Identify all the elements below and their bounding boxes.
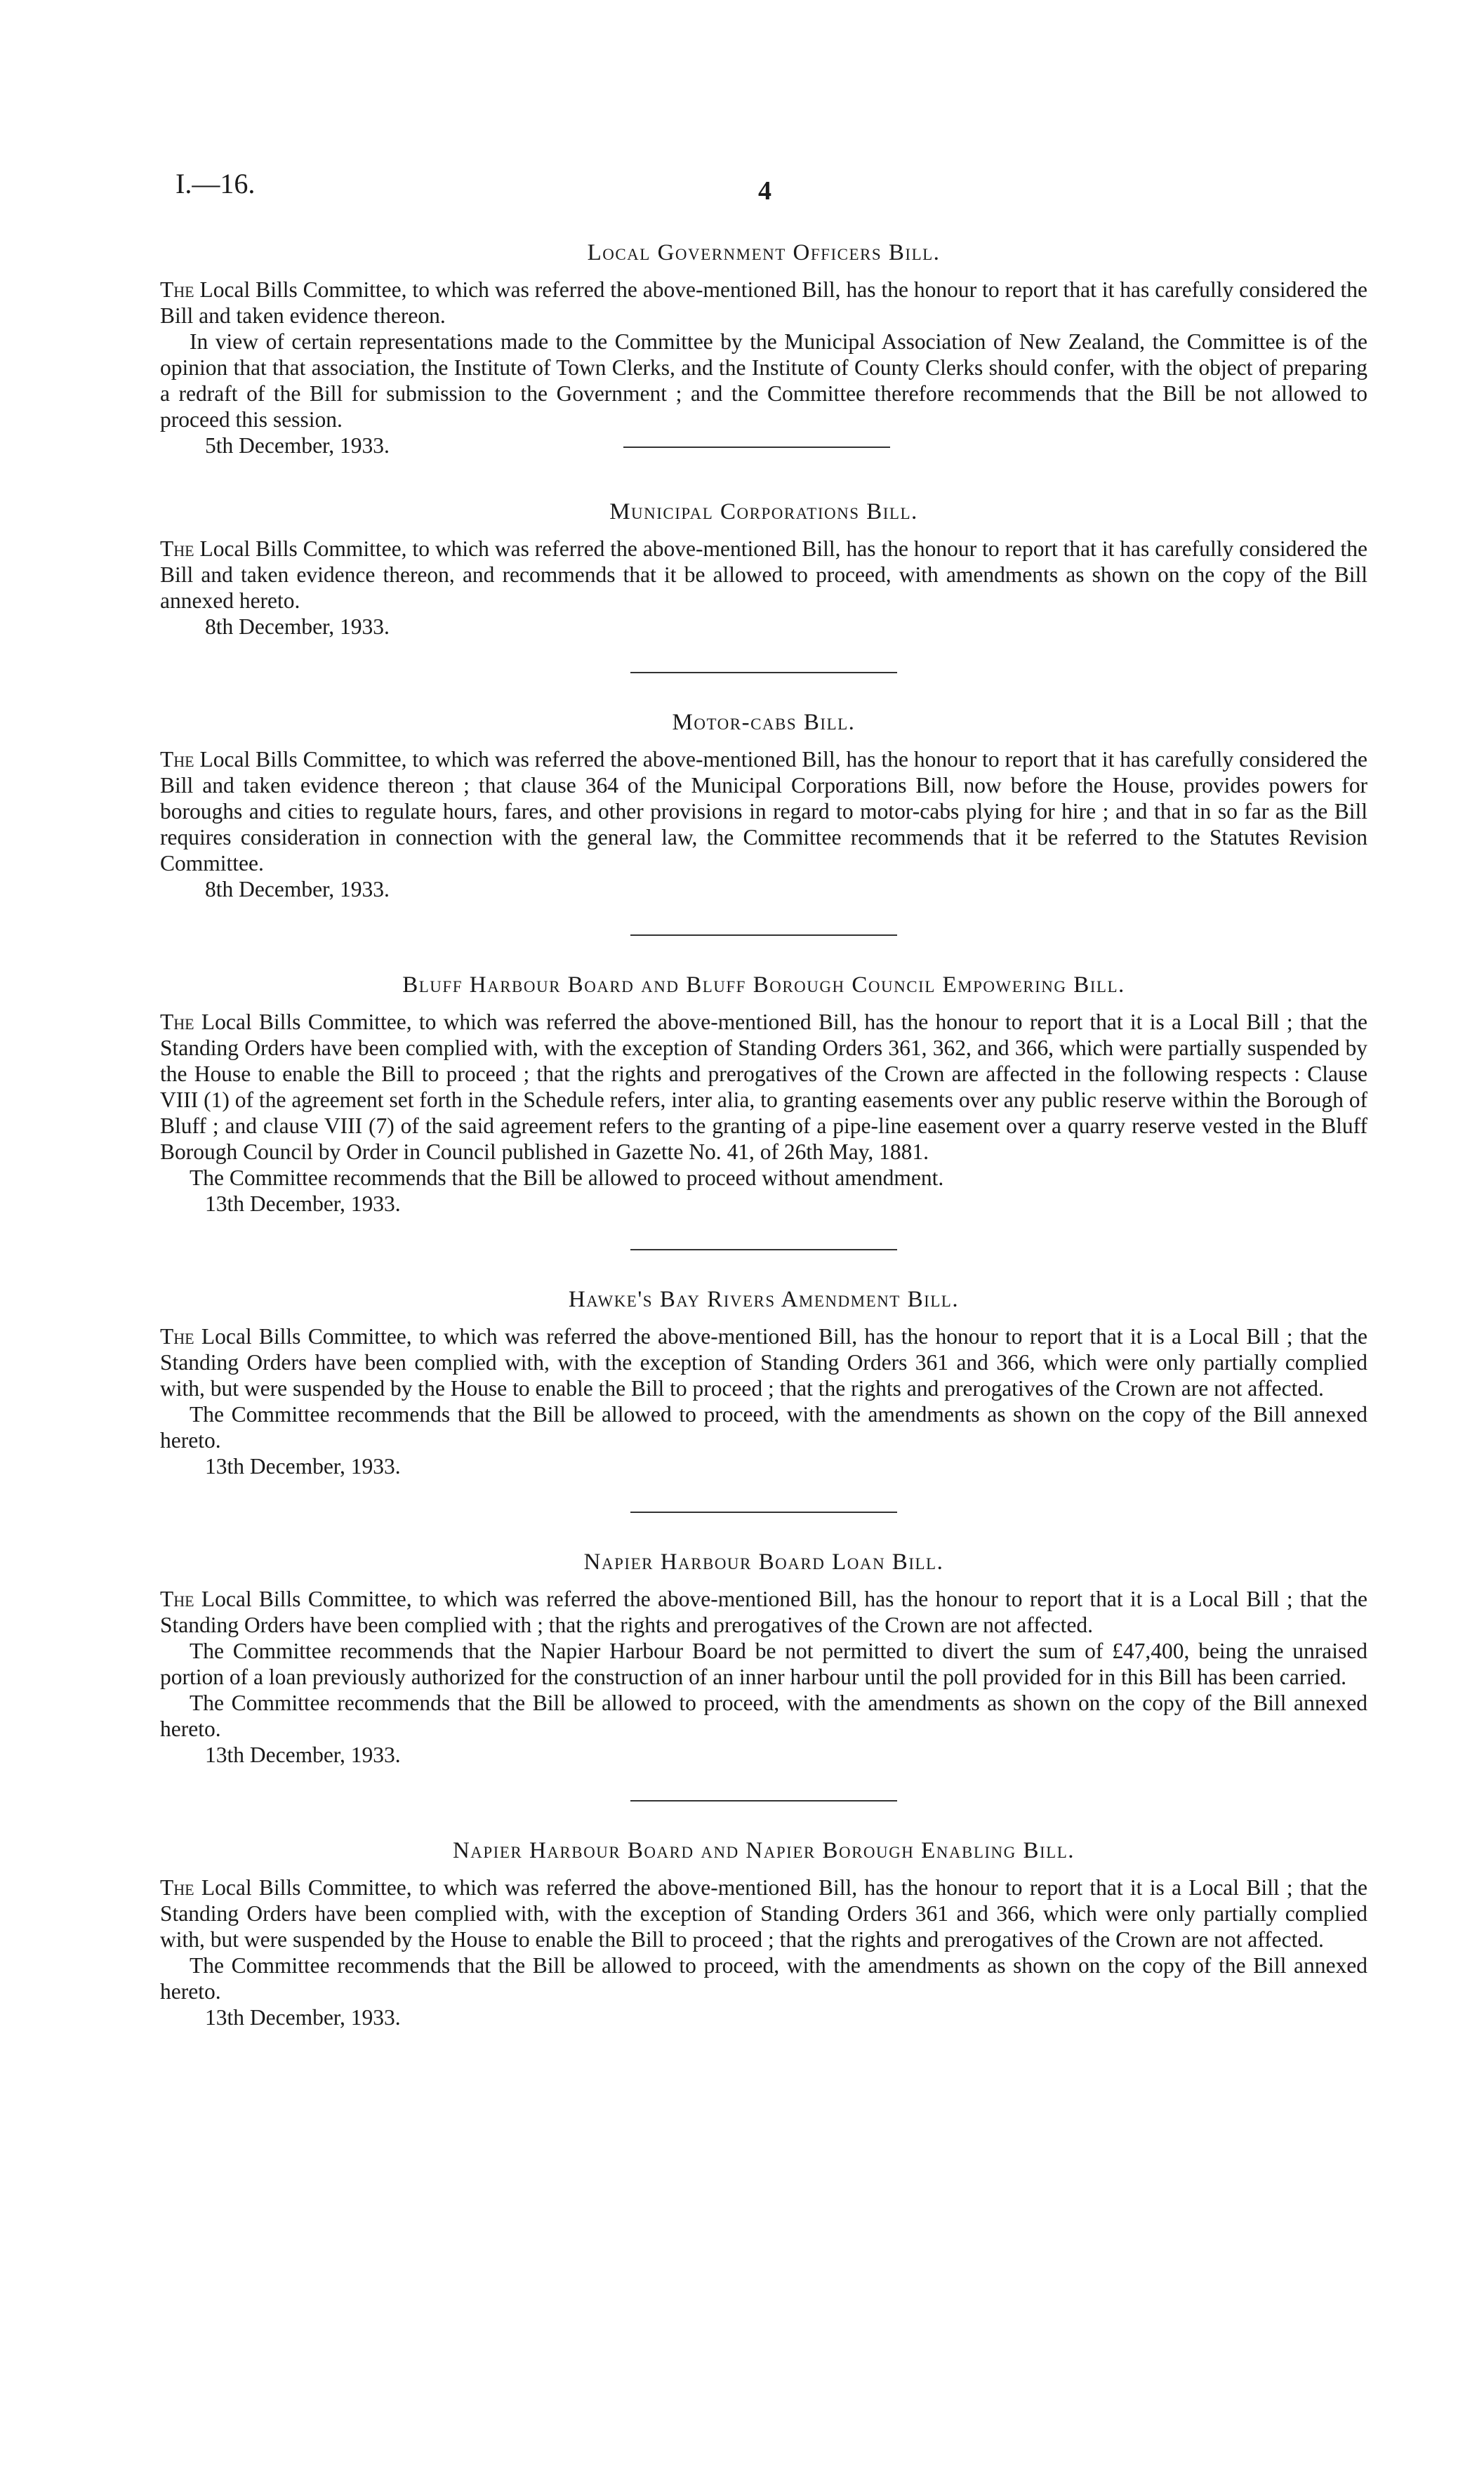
paragraph-text: The Committee recommends that the Napier Harbour Board be not permitted to divert the sum of £47,400, being the unraised portion of a loan previously authorized for the construction of an inner harbour until the poll provided for in this Bill has been carried.	[160, 1639, 1367, 1689]
date-text: 5th December, 1933.	[205, 433, 390, 458]
report-paragraph	[160, 746, 1367, 876]
paragraph-text: Local Bills Committee, to which was referred the above-mentioned Bill, has the honour to report that it has carefully considered the Bill and taken evidence thereon ; that clause 364 of the Municipal Corporations Bill, now before the House, provides powers for boroughs and cities to regulate hours, fares, and other provisions in regard to motor-cabs plying for hire ; and that in so far as the Bill requires consideration in connection with the general law, the Committee recommends that it be referred to the Statutes Revision Committee.	[160, 747, 1367, 875]
paragraph-text: Local Bills Committee, to which was referred the above-mentioned Bill, has the honour to report that it is a Local Bill ; that the Standing Orders have been complied with, with the exception of Standing Orders 361, 362, and 366, which were partially suspended by the House to enable the Bill to proceed ; that the rights and prerogatives of the Crown are affected in the following respects : Clause VIII (1) of the agreement set forth in the Schedule refers, inter alia, to granting easements over any public reserve within the Borough of Bluff ; and clause VIII (7) of the said agreement refers to the granting of a pipe-line easement over a quarry reserve vested in the Bluff Borough Council by Order in Council published in Gazette No. 41, of 26th May, 1881.	[160, 1010, 1367, 1164]
document-reference: I.—16.	[175, 168, 256, 199]
report-date	[160, 1191, 1367, 1217]
report-paragraph	[160, 1165, 1367, 1191]
section-divider	[630, 934, 897, 936]
report-paragraph	[160, 1009, 1367, 1165]
paragraph-text: The Committee recommends that the Bill be allowed to proceed, with the amendments as shown on the copy of the Bill annexed hereto.	[160, 1402, 1367, 1453]
report-paragraph	[160, 1401, 1367, 1453]
section-title: Napier Harbour Board Loan Bill.	[583, 1549, 944, 1575]
report-paragraph	[160, 536, 1367, 614]
section-divider	[623, 447, 890, 448]
report-paragraph	[160, 1586, 1367, 1638]
paragraph-text: Local Bills Committee, to which was referred the above-mentioned Bill, has the honour to report that it has carefully considered the Bill and taken evidence thereon, and recommends that it be allowed to proceed, with amendments as shown on the copy of the Bill annexed hereto.	[160, 536, 1367, 613]
paragraph-text: The Committee recommends that the Bill be allowed to proceed without amendment.	[190, 1165, 944, 1190]
paragraph-lead: The	[160, 536, 194, 561]
paragraph-lead: The	[160, 277, 194, 302]
section-divider	[630, 1512, 897, 1513]
report-paragraph	[160, 329, 1367, 432]
section-title: Bluff Harbour Board and Bluff Borough Council Empowering Bill.	[402, 972, 1125, 998]
section-divider	[630, 672, 897, 673]
report-date	[160, 1453, 1367, 1479]
report-section	[160, 1285, 1367, 1479]
document-body	[160, 239, 1367, 2030]
page-number: 4	[758, 176, 771, 206]
report-date	[160, 2004, 1367, 2030]
paragraph-lead: The	[160, 747, 194, 772]
report-section	[160, 708, 1367, 902]
section-title: Napier Harbour Board and Napier Borough Enabling Bill.	[452, 1838, 1075, 1863]
report-date	[160, 432, 1367, 458]
report-date	[160, 876, 1367, 902]
section-title: Hawke's Bay Rivers Amendment Bill.	[568, 1287, 960, 1312]
date-text: 13th December, 1933.	[205, 1743, 401, 1767]
report-section	[160, 1548, 1367, 1768]
section-title: Municipal Corporations Bill.	[609, 499, 918, 524]
paragraph-text: The Committee recommends that the Bill be allowed to proceed, with the amendments as shown on the copy of the Bill annexed hereto.	[160, 1953, 1367, 2004]
date-text: 13th December, 1933.	[205, 1191, 401, 1216]
paragraph-text: Local Bills Committee, to which was referred the above-mentioned Bill, has the honour to report that it is a Local Bill ; that the Standing Orders have been complied with, with the exception of Standing Orders 361 and 366, which were only partially complied with, but were suspended by the House to enable the Bill to proceed ; that the rights and prerogatives of the Crown are not affected.	[160, 1875, 1367, 1952]
paragraph-text: The Committee recommends that the Bill be allowed to proceed, with the amendments as shown on the copy of the Bill annexed hereto.	[160, 1691, 1367, 1741]
report-paragraph	[160, 1690, 1367, 1742]
paragraph-lead: The	[160, 1587, 194, 1611]
date-text: 8th December, 1933.	[205, 877, 390, 901]
report-paragraph	[160, 1875, 1367, 1952]
paragraph-lead: The	[160, 1010, 194, 1034]
report-date	[160, 614, 1367, 640]
date-text: 13th December, 1933.	[205, 1454, 401, 1479]
report-section	[160, 239, 1367, 458]
report-section	[160, 971, 1367, 1217]
report-section	[160, 498, 1367, 640]
report-paragraph	[160, 1323, 1367, 1401]
report-paragraph	[160, 1952, 1367, 2004]
report-paragraph	[160, 277, 1367, 329]
paragraph-text: Local Bills Committee, to which was referred the above-mentioned Bill, has the honour to report that it has carefully considered the Bill and taken evidence thereon.	[160, 277, 1367, 328]
paragraph-lead: The	[160, 1324, 194, 1349]
paragraph-text: Local Bills Committee, to which was referred the above-mentioned Bill, has the honour to report that it is a Local Bill ; that the Standing Orders have been complied with, with the exception of Standing Orders 361 and 366, which were only partially complied with, but were suspended by the House to enable the Bill to proceed ; that the rights and prerogatives of the Crown are not affected.	[160, 1324, 1367, 1401]
section-divider	[630, 1249, 897, 1250]
date-text: 13th December, 1933.	[205, 2005, 401, 2030]
report-date	[160, 1742, 1367, 1768]
paragraph-text: In view of certain representations made to the Committee by the Municipal Association of New Zealand, the Committee is of the opinion that that association, the Institute of Town Clerks, and the Institute of County Clerks should confer, with the object of preparing a redraft of the Bill for submission to the Government ; and the Committee therefore recommends that the Bill be not allowed to proceed this session.	[160, 329, 1367, 432]
date-text: 8th December, 1933.	[205, 614, 390, 639]
report-section	[160, 1837, 1367, 2030]
section-divider	[630, 1800, 897, 1802]
section-title: Local Government Officers Bill.	[587, 240, 941, 265]
section-title: Motor-cabs Bill.	[672, 710, 856, 735]
paragraph-lead: The	[160, 1875, 194, 1900]
paragraph-text: Local Bills Committee, to which was referred the above-mentioned Bill, has the honour to report that it is a Local Bill ; that the Standing Orders have been complied with ; that the rights and prerogatives of the Crown are not affected.	[160, 1587, 1367, 1637]
report-paragraph	[160, 1638, 1367, 1690]
